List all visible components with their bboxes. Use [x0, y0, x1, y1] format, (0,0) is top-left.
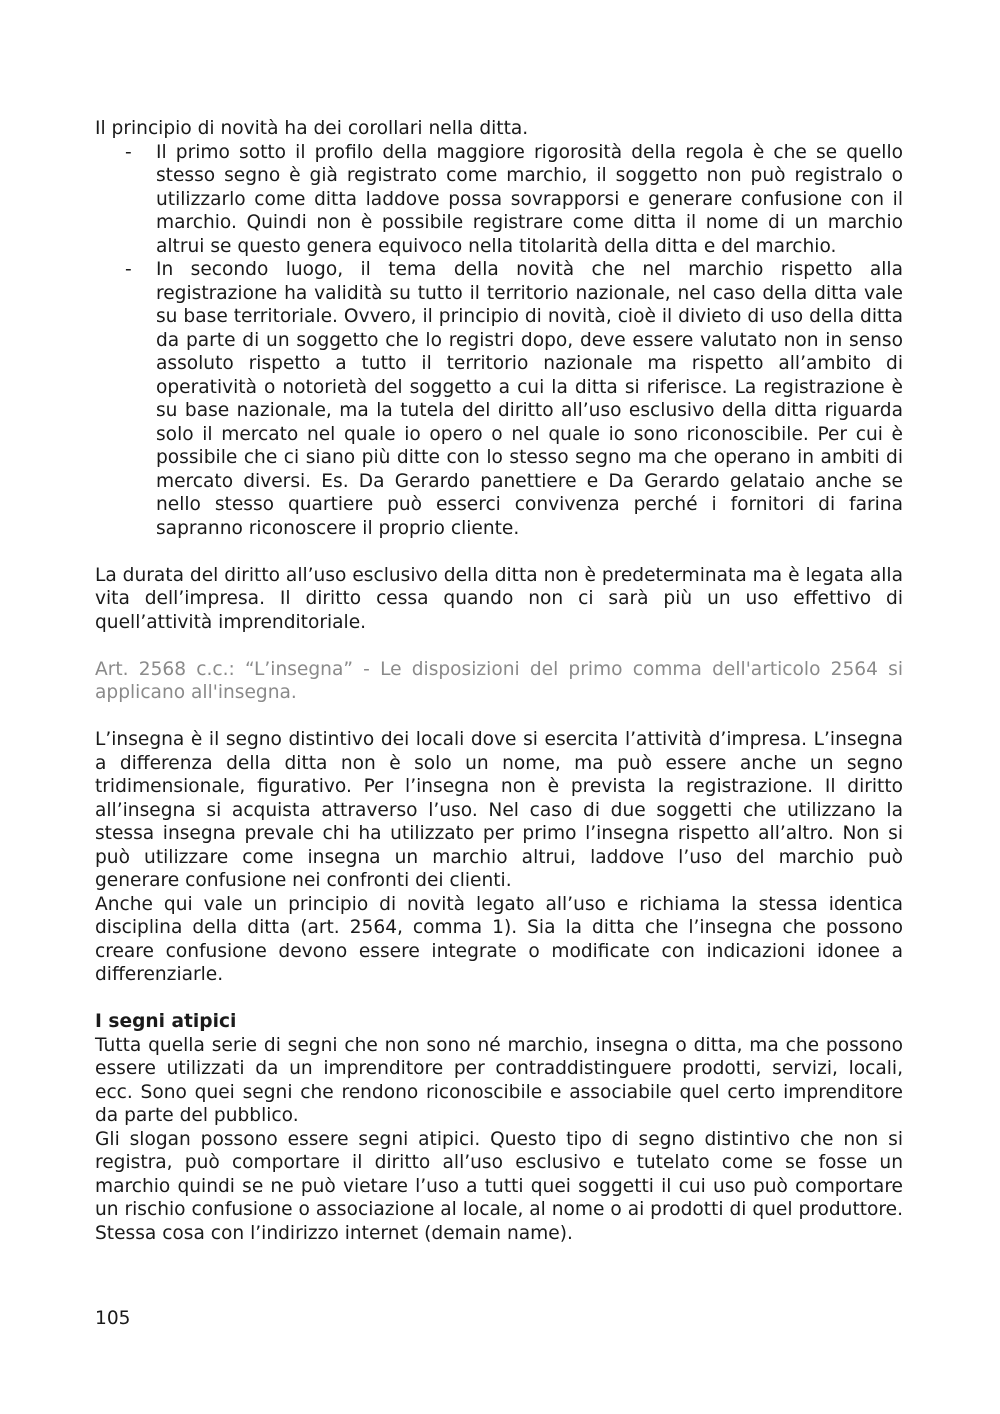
atipici-paragraph: Tutta quella serie di segni che non sono né marchio, insegna o ditta, ma che possono essere utilizzati da un imprenditore per contraddistinguere prodotti, servizi, locali, ecc. Sono quei segni che rendono riconoscibile e associabile quel certo imprenditore da parte del pubblico.	[95, 1034, 903, 1126]
document-page	[95, 117, 903, 1245]
list-item-text: Il primo sotto il profilo della maggiore rigorosità della regola è che se quello stesso segno è già registrato come marchio, il soggetto non può registralo o utilizzarlo come ditta laddove possa sovrapporsi e generare confusione con il marchio. Quindi non è possibile registrare come ditta il nome di un marchio altrui se questo genera equivoco nella titolarità della ditta e del marchio.	[156, 141, 903, 257]
list-item	[95, 141, 903, 259]
atipici-paragraph: Gli slogan possono essere segni atipici. Questo tipo di segno distintivo che non si registra, può comportare il diritto all’uso esclusivo e tutelato come se fosse un marchio quindi se ne può vietare l’uso a tutti quei soggetti il cui uso può comportare un rischio confusione o associazione al locale, al nome o ai prodotti di quel produttore. Stessa cosa con l’indirizzo internet (demain name).	[95, 1128, 903, 1244]
list-item-text: In secondo luogo, il tema della novità che nel marchio rispetto alla registrazione ha validità su tutto il territorio nazionale, nel caso della ditta vale su base territoriale. Ovvero, il principio di novità, cioè il divieto di uso della ditta da parte di un soggetto che lo registri dopo, deve essere valutato non in senso assoluto rispetto a tutto il territorio nazionale ma rispetto all’ambito di operatività o notorietà del soggetto a cui la ditta si riferisce. La registrazione è su base nazionale, ma la tutela del diritto all’uso esclusivo della ditta riguarda solo il mercato nel quale io opero o nel quale io sono riconoscibile. Per cui è possibile che ci siano più ditte con lo stesso segno ma che operano in ambiti di mercato diversi. Es. Da Gerardo panettiere e Da Gerardo gelataio anche se nello stesso quartiere può esserci convivenza perché i fornitori di farina sapranno riconoscere il proprio cliente.	[156, 259, 903, 539]
duration-paragraph: La durata del diritto all’uso esclusivo della ditta non è predeterminata ma è legata alla vita dell’impresa. Il diritto cessa quando non ci sarà più un uso effettivo di quell’attività imprenditoriale.	[95, 564, 903, 633]
dash-bullet: -	[125, 259, 132, 280]
insegna-paragraph: Anche qui vale un principio di novità legato all’uso e richiama la stessa identica disciplina della ditta (art. 2564, comma 1). Sia la ditta che l’insegna che possono creare confusione devono essere integrate o modificate con indicazioni idonee a differenziarle.	[95, 893, 903, 985]
dash-bullet: -	[125, 141, 132, 163]
article-quote: Art. 2568 c.c.: “L’insegna” - Le disposizioni del primo comma dell'articolo 2564 si applicano all'insegna.	[95, 658, 903, 703]
page-number: 105	[95, 1308, 131, 1329]
intro-paragraph: Il principio di novità ha dei corollari nella ditta.	[95, 118, 529, 139]
corollary-list	[95, 141, 903, 541]
insegna-paragraph: L’insegna è il segno distintivo dei locali dove si esercita l’attività d’impresa. L’insegna a differenza della ditta non è solo un nome, ma può essere anche un segno tridimensionale, figurativo. Per l’insegna non è prevista la registrazione. Il diritto all’insegna si acquista attraverso l’uso. Nel caso di due soggetti che utilizzano la stessa insegna prevale chi ha utilizzato per primo l’insegna rispetto all’altro. Non si può utilizzare come insegna un marchio altrui, laddove l’uso del marchio può generare confusione nei confronti dei clienti.	[95, 729, 903, 891]
list-item	[95, 258, 903, 540]
section-heading: I segni atipici	[95, 1011, 237, 1032]
